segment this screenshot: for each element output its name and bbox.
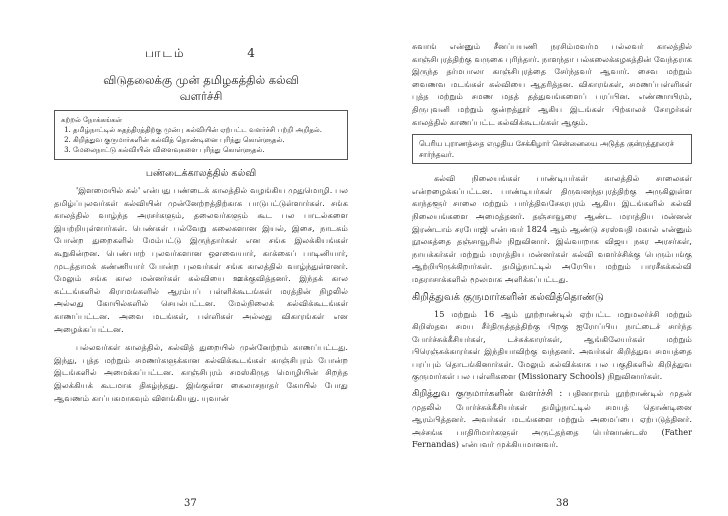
section-heading: பண்டைக்காலத்தில் கல்வி <box>145 168 257 179</box>
paragraph: 15 மற்றும் 16 ஆம் நூற்றாண்டில் ஏற்பட்ட மறுமலர்ச்சி மற்றும் கிறிஸ்தவ சமய சீர்திருத்தத்திற்கு பிறகு ஐரோப்பிய நாட்டைச் சார்ந்த போர்ச்சுக்கீசியர்கள், டச்சுக்காரர்கள், ஆங்கிலேயர்கள் மற்றும் பிரெஞ்சுக்காரர்கள் இந்தியாவிற்கு வந்தனர். அவர்கள் கிறித்துவ சமயத்தை பரப்பும் தொடங்கினார்கள். மேலும் கல்விக்காக பல பகுதிகளில் கிறித்துவ குருமார்கள் பல பள்ளிகளை (Missionary Schools) நிறுவினார்கள். <box>412 308 692 382</box>
objective-item: 2. கிறித்துவ குருமார்களின் கல்வித் தொண்டினை புரிந்து கொள்ளுதல். <box>73 135 341 145</box>
right-page <box>364 0 728 516</box>
objectives-list <box>61 125 341 155</box>
objectives-title: கற்றல் நோக்கங்கள் <box>61 116 123 124</box>
chapter-title-line2: வளர்ச்சி <box>179 89 223 103</box>
page-number-right: 38 <box>556 498 569 509</box>
lesson-label: பாடம் <box>145 46 186 60</box>
paragraph <box>412 387 692 451</box>
objective-item: 1. தமிழ்நாட்டில் சுதந்திரத்திற்கு முன்பு கல்வியின் ஏற்பட்ட வளர்ச்சி பற்றி அறிதல். <box>73 125 341 135</box>
paragraph: பல்லவர்கள் காலத்தில், கல்வித் துறையில் முன்னேற்றம் காணப்பட்டது. இந்து, புத்த மற்றும் சமணர்களுக்கான கல்விக்கூடங்கள் காஞ்சிபுரம் போன்ற இடங்களில் அமைக்கப்பட்டன. காஞ்சிபுரம் சமஸ்கிருத மொழியின் சிறந்த இலக்கியக் கூடமாக திகழ்ந்தது. இங்குள்ள கைலாசநாதர் கோயில் போது ஆவணம் காப்பகமாகவும் விளங்கியது. யுவான் <box>54 342 348 403</box>
objectives-box <box>54 110 348 160</box>
lesson-number: 4 <box>247 46 257 60</box>
paragraph: 'இளமையில் கல்' என்பது பண்டைக் காலத்தில் வழங்கிய முதுமொழி. பல தமிழ்ப்புலவர்கள் கல்வியின் முன்னேற்றத்திற்காக பாடுபட்டுள்ளார்கள். சங்க காலத்தில் வாழ்ந்த அரசர்களும், தலைவர்களும் கூட பல பாடல்களை இயற்றியுள்ளார்கள். பெண்கள் பல்வேறு கலைகளான இயல், இசை, நாடகம் போன்ற துறைகளில் மேம்பட்டு இருந்தார்கள் என சங்க இலக்கியங்கள் கூறுகின்றன. பெண்பாற் புலவர்களான ஔவையார், காக்கைப் பாடினியார், முடத்தாமக் கண்ணியார் போன்ற புலவர்கள் சங்க காலத்தில் வாழ்ந்துள்ளனர். மேலும் சங்க கால மன்னர்கள் கல்வியை ஊக்குவித்தனர். இந்தக் கால கட்டங்களில் கிராமங்களில் ஆரம்பப் பள்ளிக்கூடங்கள் மரத்தின் நிழலில் அல்லது கோயில்களில் செயல்பட்டன. மேல்நிலைக் கல்விக்கூடங்கள் காணப்பட்டன. அவை மடங்கள், பள்ளிகள் அல்லது விகாரங்கள் என அழைக்கப்பட்டன. <box>54 185 348 334</box>
paragraph: கல்வி நிலையங்கள் பாண்டியர்கள் காலத்தில் சாலைகள் என்றழைக்கப்பட்டன. பாண்டியர்கள் திருவனந்தபுரத்திற்கு அருகிலுள்ள காந்தளூர் சாலை மற்றும் பார்த்திவசேகரபுரம் ஆகிய இடங்களில் கல்வி நிலையங்களை அமைத்தனர். தஞ்சாவூரை ஆண்ட மராத்திய மன்னன் இரண்டாம் சரபோஜி என்பவர் 1824 ஆம் ஆண்டு சரஸ்வதி மகால் என்னும் நூலகத்தை தஞ்சாவூரில் நிறுவினார். இவ்வாறாக விஜய நகர அரசர்கள், நாயக்கர்கள் மற்றும் மராத்திய மன்னர்கள் கல்வி வளர்ச்சிக்கு பெரும்பங்கு ஆற்றியிருக்கிறார்கள். தமிழ்நாட்டில் அரேபிய மற்றும் பாரசீகக்கல்வி மதராசாக்களில் மூலமாக அளிக்கப்பட்டது. <box>412 173 692 284</box>
note-box: பெரிய புராணத்தை எழுதிய சேக்கிழார் சென்னையை அடுத்த குன்றத்தூரைச் சார்ந்தவர். <box>412 134 692 164</box>
paragraph-text: பதினாறாம் நூற்றாண்டில் முதன் முதலில் போர்ச்சுக்கீசியர்கள் தமிழ்நாட்டில் சமயத் தொண்டினை ஆரம்பித்தனர். அவர்கள் மடங்களை மற்றும் அமைப்பை ஏற்படுத்தினர். அச்சங்க பாதிரிமார்களுள் அருட்தந்தை பெர்னாண்டஸ் (Father Fernandas) என்பவர் முக்கியமானவர். <box>412 388 692 450</box>
lesson-header <box>54 46 348 62</box>
section-heading: கிறித்துவக் குருமார்களின் கல்வித்தொண்டு <box>412 291 604 303</box>
inline-heading: கிறித்துவ குருமார்களின் வளர்ச்சி : <box>412 389 563 400</box>
page-number-left: 37 <box>184 498 197 509</box>
objective-item: 3. மேலைநாட்டு கல்வியின் விளைவுகளை புரிந்து கொள்ளுதல். <box>73 145 341 155</box>
chapter-title <box>54 72 348 104</box>
chapter-title-line1: விடுதலைக்கு முன் தமிழகத்தில் கல்வி <box>103 73 299 87</box>
paragraph: சுவாங் என்னும் சீனப்பயணி நரசிம்மவர்ம பல்லவர் காலத்தில் காஞ்சிபுரத்திற்கு வருகை புரிந்தார். நாளந்தா பல்கலைக்கழகத்தின் வேந்தராக இருந்த தர்மபாலா காஞ்சிபுரத்தை சேர்ந்தவர் ஆவார். சைவ மற்றும் வைணவ மடங்கள் கல்வியை ஆதரித்தன. விகாரங்கள், சமணப்பள்ளிகள் புத்த மற்றும் சமண மதத் தத்துவங்களைப் பரப்பின. எண்ணாயிரம், திருபுவனி மற்றும் குன்றத்தூர் ஆகிய இடங்கள் பிற்காலச் சோழர்கள் காலத்தில் காணப்பட்ட கல்விக்கூடங்கள் ஆகும். <box>412 41 692 127</box>
